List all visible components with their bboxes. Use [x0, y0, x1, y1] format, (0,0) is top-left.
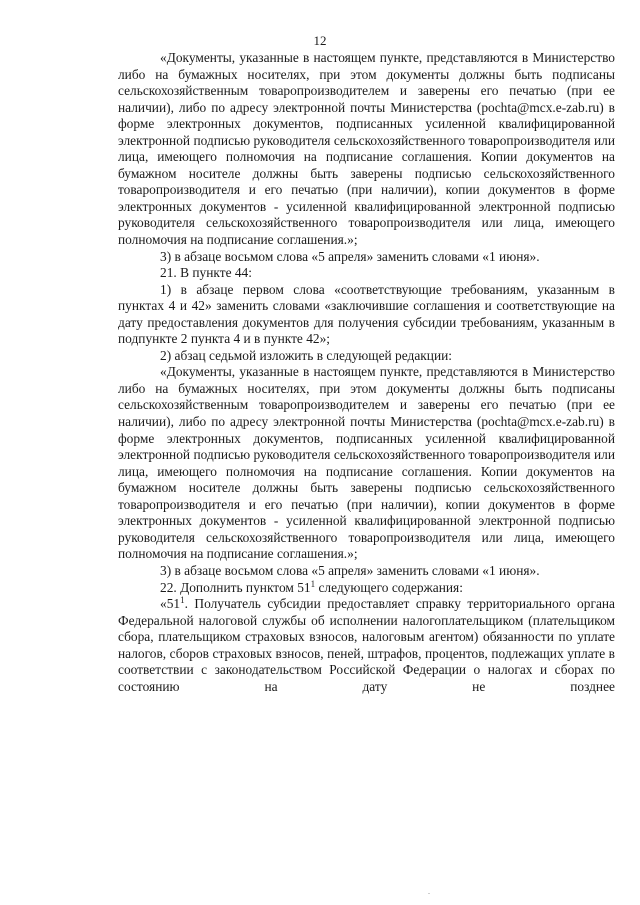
paragraph-quoted-documents-2: «Документы, указанные в настоящем пункте, представляются в Министерство либо на бумажных носителях, при этом документы должны быть подписаны сельскохозяйственным товаропроизводителем и заверены его печатью (при ее наличии), либо по адресу электронной почты Министерства (pochta@mcx.e-zab.ru) в форме электронных документов, подписанных усиленной квалифицированной электронной подписью руководителя сельскохозяйственного товаропроизводителя или лица, имеющего полномочия на подписание соглашения. Копии документов на бумажном носителе должны быть заверены подписью сельскохозяйственного товаропроизводителя и его печатью (при наличии), копии документов в форме электронных документов - усиленной квалифицированной электронной подписью руководителя сельскохозяйственного товаропроизводителя или лица, имеющего полномочия на подписание соглашения.»; [118, 364, 615, 562]
paragraph-item22-heading [118, 580, 615, 597]
paragraph-item3-april-june-2: 3) в абзаце восьмом слова «5 апреля» заменить словами «1 июня». [160, 562, 540, 578]
paragraph-item2-seventh-abzats: 2) абзац седьмой изложить в следующей редакции: [160, 347, 452, 363]
page-number: 12 [313, 33, 327, 48]
item22-text-before: 22. Дополнить пунктом 51 [160, 579, 311, 595]
paragraph-item3-april-june-1: 3) в абзаце восьмом слова «5 апреля» заменить словами «1 июня». [160, 248, 540, 264]
item22-superscript: 1 [310, 578, 316, 589]
item22-text-after: следующего содержания: [315, 579, 463, 595]
scan-speck [428, 893, 430, 894]
paragraph-item21-heading: 21. В пункте 44: [160, 265, 252, 281]
paragraph-item51-text [118, 596, 615, 695]
item51-superscript: 1 [180, 595, 185, 606]
document-body [118, 50, 615, 695]
paragraph-item1-first-abzats: 1) в абзаце первом слова «соответствующие требованиям, указанным в пунктах 4 и 42» заменить словами «заключившие соглашения и соответствующие на дату предоставления документов для получения субсидии требованиям, указанным в подпункте 2 пункта 4 и в пункте 42»; [118, 281, 615, 347]
paragraph-quoted-documents-1: «Документы, указанные в настоящем пункте, представляются в Министерство либо на бумажных носителях, при этом документы должны быть подписаны сельскохозяйственным товаропроизводителем и заверены его печатью (при ее наличии), либо по адресу электронной почты Министерства (pochta@mcx.e-zab.ru) в форме электронных документов, подписанных усиленной квалифицированной электронной подписью руководителя сельскохозяйственного товаропроизводителя или лица, имеющего полномочия на подписание соглашения. Копии документов на бумажном носителе должны быть заверены подписью сельскохозяйственного товаропроизводителя и его печатью (при наличии), копии документов в форме электронных документов - усиленной квалифицированной электронной подписью руководителя сельскохозяйственного товаропроизводителя или лица, имеющего полномочия на подписание соглашения.»; [118, 50, 615, 248]
item51-text-after: . Получатель субсидии предоставляет справку территориального органа Федеральной налоговой службы об исполнении налогоплательщиком (плательщиком сбора, плательщиком страховых взносов, налоговым агентом) обязанности по уплате налогов, сборов страховых взносов, пеней, штрафов, процентов, подлежащих уплате в соответствии с законодательством Российской Федерации о налогах и сборах по состоянию на дату не позднее [118, 596, 615, 694]
item51-text-before: «51 [160, 596, 181, 612]
